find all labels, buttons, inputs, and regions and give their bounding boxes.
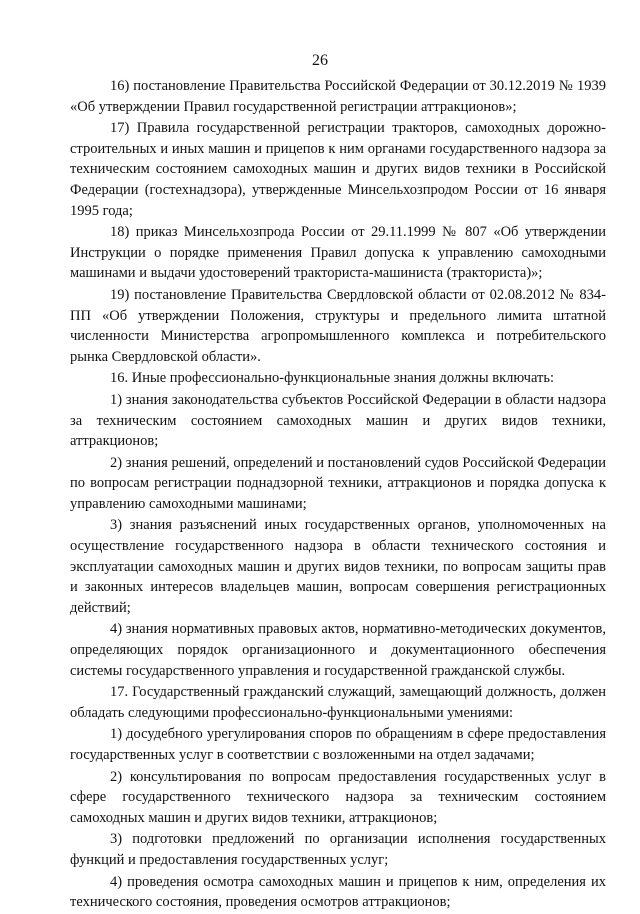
document-body xyxy=(70,76,606,914)
knowledge-item-3: 3) знания разъяснений иных государственных органов, уполномоченных на осуществление государственного надзора в области технического состояния и эксплуатации самоходных машин и других видов техники, по вопросам защиты прав и законных интересов владельцев машин, вопросам совершения регистрационных действий; xyxy=(70,517,606,616)
skill-item-1: 1) досудебного урегулирования споров по обращениям в сфере предоставления государственных услуг в соответствии с возложенными на отдел задачами; xyxy=(70,726,606,763)
knowledge-item-4: 4) знания нормативных правовых актов, нормативно-методических документов, определяющих порядок организационного и документационного обеспечения системы государственного управления и государственной гражданской службы. xyxy=(70,621,606,679)
paragraph-18-order-807: 18) приказ Минсельхозпрода России от 29.11.1999 № 807 «Об утверждении Инструкции о порядке применения Правил допуска к управлению самоходными машинами и выдачи удостоверений тракториста-машиниста (тракториста)»; xyxy=(70,224,606,282)
skill-item-2: 2) консультирования по вопросам предоставления государственных услуг в сфере государственного технического надзора за техническим состоянием самоходных машин и других видов техники, аттракционов; xyxy=(70,768,606,826)
page-number: 26 xyxy=(312,52,328,69)
paragraph-17-registration-rules: 17) Правила государственной регистрации тракторов, самоходных дорожно-строительных и иных машин и прицепов к ним органами государственного надзора за техническим состоянием самоходных машин и других видов техники в Российской Федерации (гостехнадзора), утвержденные Минсельхозпродом России от 16 января 1995 года; xyxy=(70,120,606,219)
section-16-heading: 16. Иные профессионально-функциональные знания должны включать: xyxy=(110,370,555,387)
skill-item-4: 4) проведения осмотра самоходных машин и прицепов к ним, определения их технического состояния, проведения осмотров аттракционов; xyxy=(70,873,606,911)
skill-item-3: 3) подготовки предложений по организации исполнения государственных функций и предоставления государственных услуг; xyxy=(70,831,606,868)
section-17-heading: 17. Государственный гражданский служащий, замещающий должность, должен обладать следующими профессионально-функциональными умениями: xyxy=(70,684,606,721)
paragraph-16-resolution-1939: 16) постановление Правительства Российской Федерации от 30.12.2019 № 1939 «Об утверждении Правил государственной регистрации аттракционов»; xyxy=(70,78,606,115)
knowledge-item-1: 1) знания законодательства субъектов Российской Федерации в области надзора за техническим состоянием самоходных машин и других видов техники, аттракционов; xyxy=(70,391,606,450)
knowledge-item-2: 2) знания решений, определений и постановлений судов Российской Федерации по вопросам регистрации поднадзорной техники, аттракционов и порядка допуска к управлению самоходными машинами; xyxy=(70,454,606,512)
paragraph-19-resolution-834: 19) постановление Правительства Свердловской области от 02.08.2012 № 834-ПП «Об утверждении Положения, структуры и предельного лимита штатной численности Министерства агропромышленного комплекса и потребительского рынка Свердловской области». xyxy=(70,286,606,365)
